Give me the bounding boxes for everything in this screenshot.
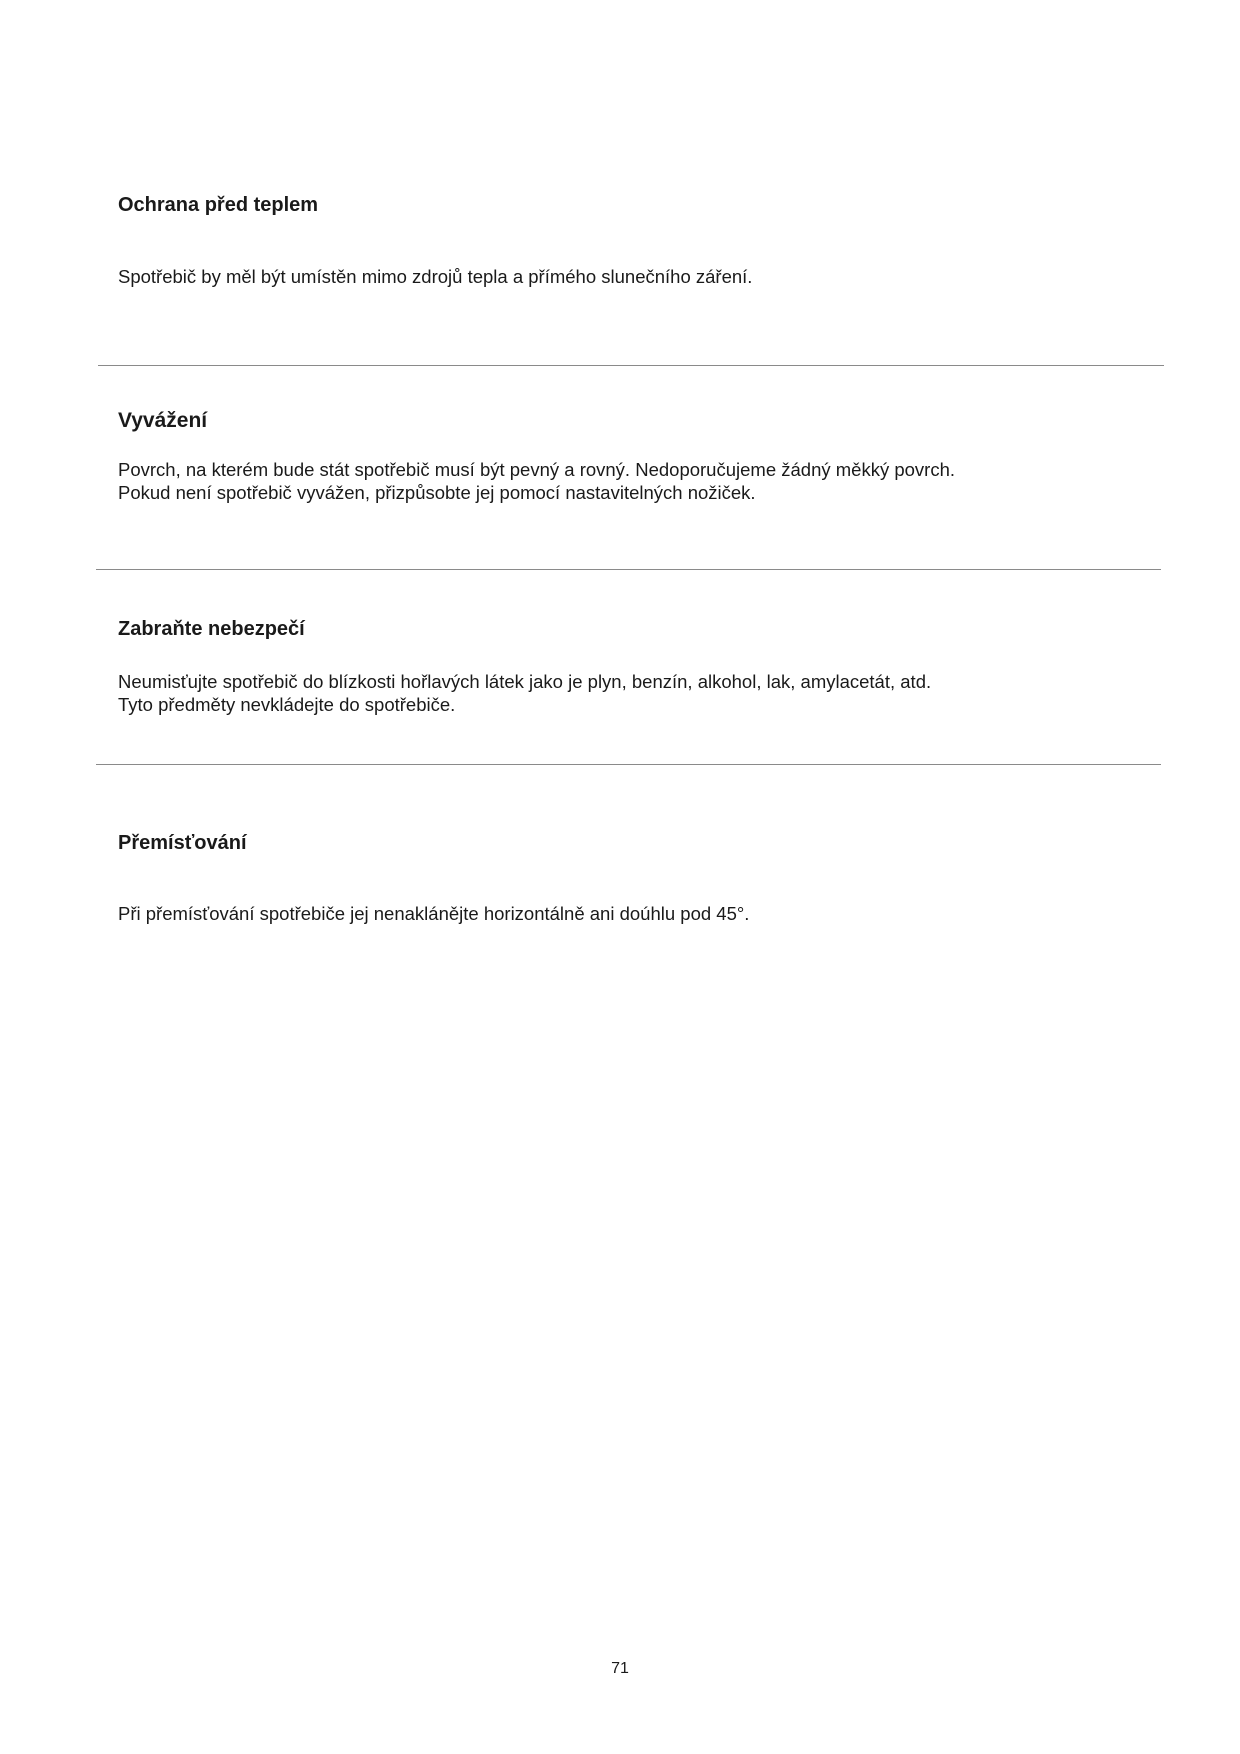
section-divider [96, 569, 1161, 570]
text-line: Spotřebič by měl být umístěn mimo zdrojů tepla a přímého slunečního záření. [118, 266, 753, 287]
text-line: Neumisťujte spotřebič do blízkosti hořlavých látek jako je plyn, benzín, alkohol, lak, amylacetát, atd. [118, 671, 932, 692]
text-line: Pokud není spotřebič vyvážen, přizpůsobte jej pomocí nastavitelných nožiček. [118, 482, 756, 503]
section-text-leveling [118, 458, 955, 504]
section-heading-leveling: Vyvážení [118, 409, 208, 432]
text-line: Tyto předměty nevkládejte do spotřebiče. [118, 694, 456, 715]
section-text-heat-protection [118, 265, 752, 288]
text-line: Při přemísťování spotřebiče jej nenaklánějte horizontálně ani doúhlu pod 45°. [118, 903, 750, 924]
section-heading-moving: Přemísťování [118, 832, 247, 854]
section-heading-heat-protection: Ochrana před teplem [118, 194, 319, 216]
section-text-moving [118, 902, 749, 925]
section-text-prevent-danger [118, 670, 931, 716]
section-divider [98, 365, 1164, 366]
text-line: Povrch, na kterém bude stát spotřebič musí být pevný a rovný. Nedoporučujeme žádný měkký povrch. [118, 459, 956, 480]
page-number: 71 [611, 1660, 629, 1677]
section-heading-prevent-danger: Zabraňte nebezpečí [118, 618, 305, 640]
section-divider [96, 764, 1161, 765]
